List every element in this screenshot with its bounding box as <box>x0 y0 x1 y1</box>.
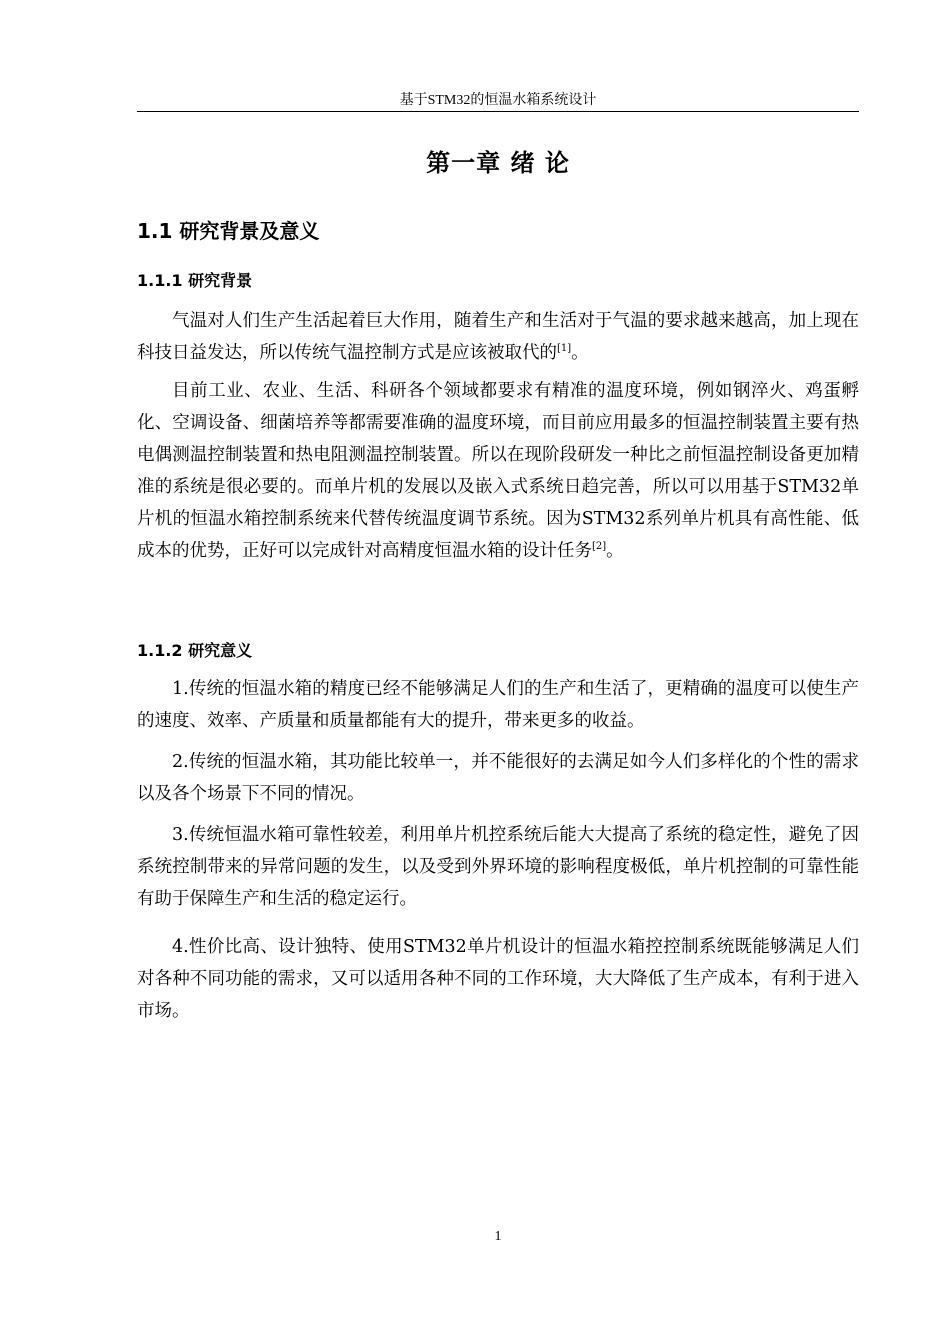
citation-2: [2] <box>592 541 607 553</box>
header-rule <box>137 111 859 112</box>
significance-item-4: 4.性价比高、设计独特、使用STM32单片机设计的恒温水箱控控制系统既能够满足人们对各种不同功能的需求，又可以适用各种不同的工作环境，大大降低了生产成本，有利于进入市场。 <box>137 937 859 1021</box>
citation-1: [1] <box>557 343 572 355</box>
paragraph-text: 目前工业、农业、生活、科研各个领域都要求有精准的温度环境，例如钢淬火、鸡蛋孵化、空调设备、细菌培养等都需要准确的温度环境，而目前应用最多的恒温控制装置主要有热电偶测温控制装置和热电阻测温控制装置。所以在现阶段研发一种比之前恒温控制设备更加精准的系统是很必要的。而单片机的发展以及嵌入式系统日趋完善，所以可以用基于STM32单片机的恒温水箱控制系统来代替传统温度调节系统。因为STM32系列单片机具有高性能、低成本的优势，正好可以完成针对高精度恒温水箱的设计任务 <box>137 381 859 561</box>
paragraph-text: 气温对人们生产生活起着巨大作用，随着生产和生活对于气温的要求越来越高，加上现在科技日益发达，所以传统气温控制方式是应该被取代的 <box>137 311 859 363</box>
section-title: 1.1 研究背景及意义 <box>137 219 320 243</box>
chapter-title: 第一章 绪 论 <box>426 149 570 177</box>
running-header: 基于STM32的恒温水箱系统设计 <box>399 93 597 108</box>
paragraph-background-1 <box>137 305 859 369</box>
significance-item-3: 3.传统恒温水箱可靠性较差，利用单片机控系统后能大大提高了系统的稳定性，避免了因系统控制带来的异常问题的发生，以及受到外界环境的影响程度极低，单片机控制的可靠性能有助于保障生产和生活的稳定运行。 <box>137 825 859 909</box>
subsection-title-significance: 1.1.2 研究意义 <box>137 641 253 660</box>
significance-item-2: 2.传统的恒温水箱，其功能比较单一，并不能很好的去满足如今人们多样化的个性的需求以及各个场景下不同的情况。 <box>137 752 859 804</box>
page-number: 1 <box>494 1229 502 1244</box>
significance-item-1: 1.传统的恒温水箱的精度已经不能够满足人们的生产和生活了，更精确的温度可以使生产的速度、效率、产质量和质量都能有大的提升，带来更多的收益。 <box>137 679 859 731</box>
paragraph-background-2 <box>137 375 859 567</box>
subsection-title-background: 1.1.1 研究背景 <box>137 271 253 290</box>
paragraph-end: 。 <box>606 541 624 561</box>
paragraph-end: 。 <box>571 343 589 363</box>
